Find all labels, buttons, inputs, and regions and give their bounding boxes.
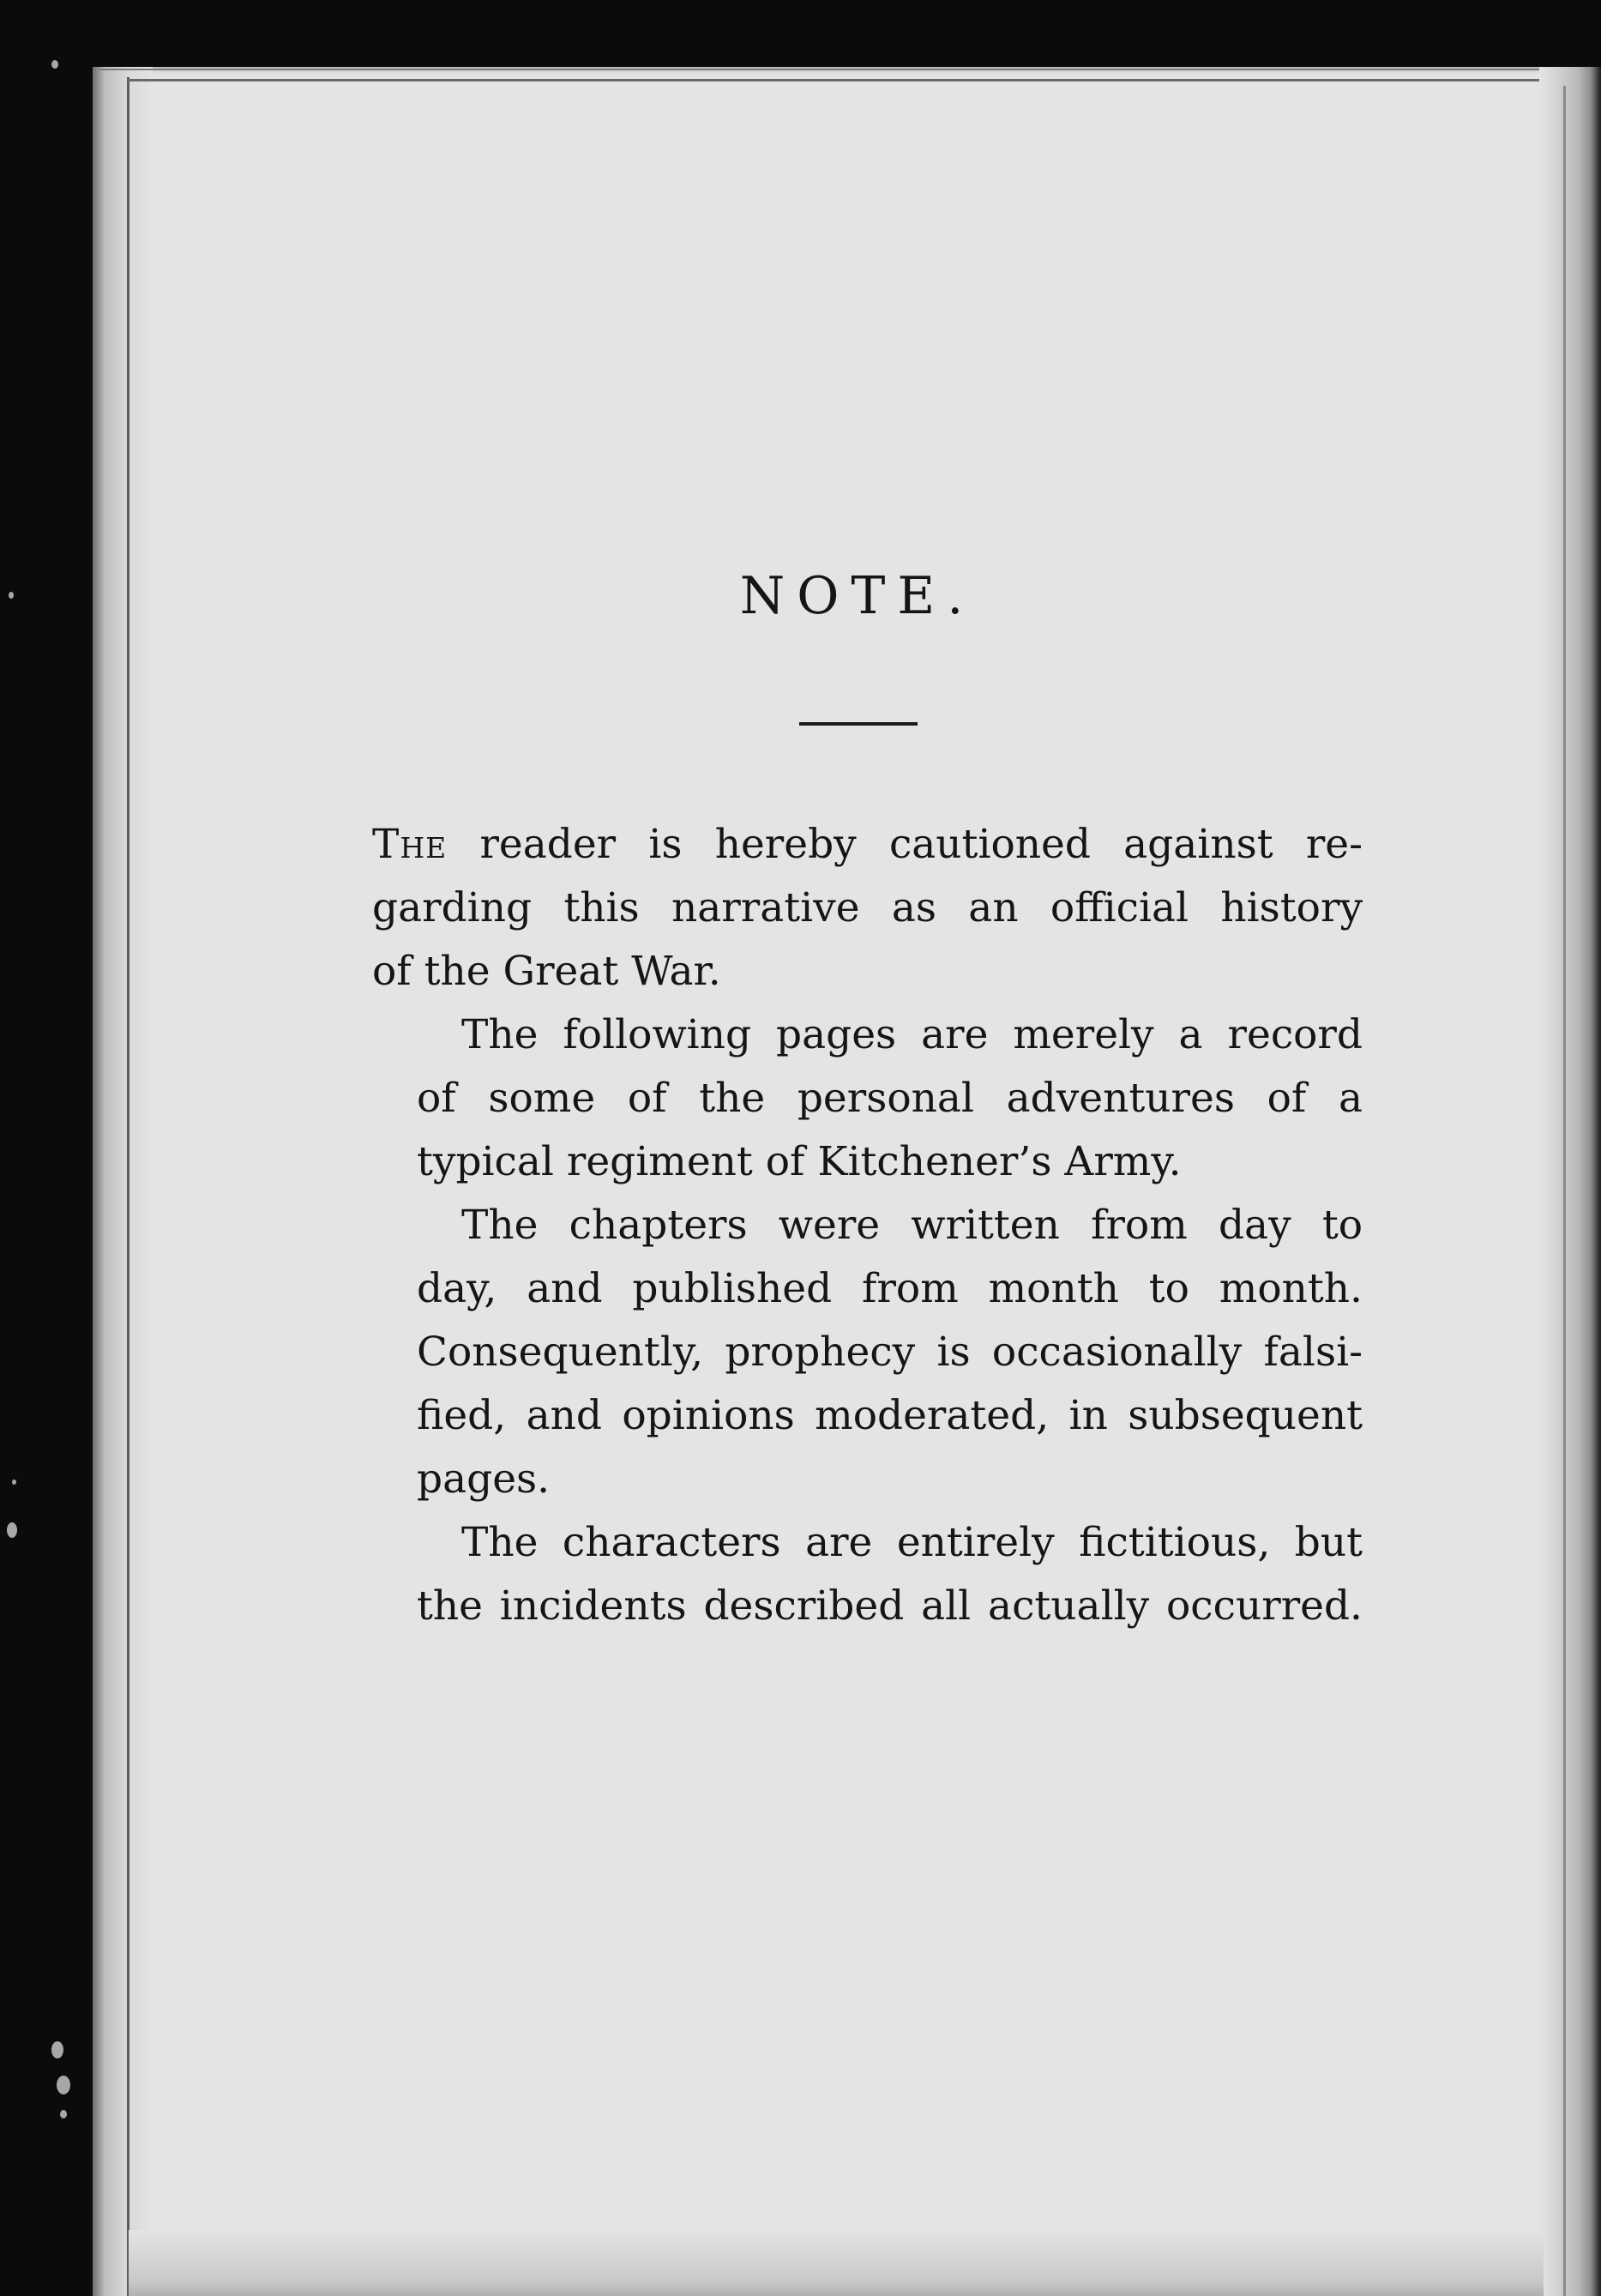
title-divider-rule	[799, 722, 918, 726]
text-line	[372, 813, 1363, 877]
text-line: of some of the personal adventures of a	[417, 1075, 1363, 1122]
note-paragraph-1	[372, 813, 1363, 1003]
text-line: fied, and opinions moderated, in subsequent	[417, 1392, 1363, 1439]
note-paragraph-3	[372, 1194, 1363, 1511]
text-line: The following pages are merely a record	[461, 1011, 1363, 1058]
speck	[51, 2041, 63, 2058]
paragraph-lead-word: The	[372, 821, 448, 868]
note-paragraph-2	[372, 1003, 1363, 1194]
scan-specks	[0, 0, 86, 2296]
text-line: garding this narrative as an official history	[372, 884, 1363, 931]
text-line: the incidents described all actually occurred.	[417, 1582, 1363, 1630]
text-line: Consequently, prophecy is occasionally falsi-	[417, 1329, 1363, 1376]
page-top-border-line	[127, 79, 1542, 81]
page-right-border-line	[1563, 86, 1566, 2296]
text-line: day, and published from month to month.	[417, 1265, 1363, 1312]
page-left-border-line	[127, 77, 129, 2296]
speck	[51, 60, 58, 69]
text-line: of the Great War.	[372, 948, 721, 995]
text-line: typical regiment of Kitchener’s Army.	[417, 1138, 1182, 1185]
page-left-edge	[93, 67, 153, 2296]
speck	[12, 1479, 16, 1485]
note-paragraph-4	[372, 1511, 1363, 1638]
text-line: The chapters were written from day to	[461, 1202, 1363, 1249]
page-top-edge-line	[99, 69, 1548, 70]
speck	[57, 2076, 70, 2094]
text-line: The characters are entirely fictitious, but	[461, 1519, 1363, 1566]
page-bottom-shadow	[129, 2230, 1544, 2296]
page-title-wrapper	[677, 566, 1038, 626]
text-line-content: reader is hereby cautioned against re-	[447, 821, 1363, 868]
text-line: pages.	[417, 1455, 551, 1503]
page-right-edge	[1539, 67, 1601, 2296]
page-title: NOTE.	[739, 566, 976, 626]
speck	[9, 592, 14, 599]
speck	[7, 1522, 17, 1538]
note-body	[372, 813, 1363, 1638]
speck	[60, 2110, 67, 2118]
